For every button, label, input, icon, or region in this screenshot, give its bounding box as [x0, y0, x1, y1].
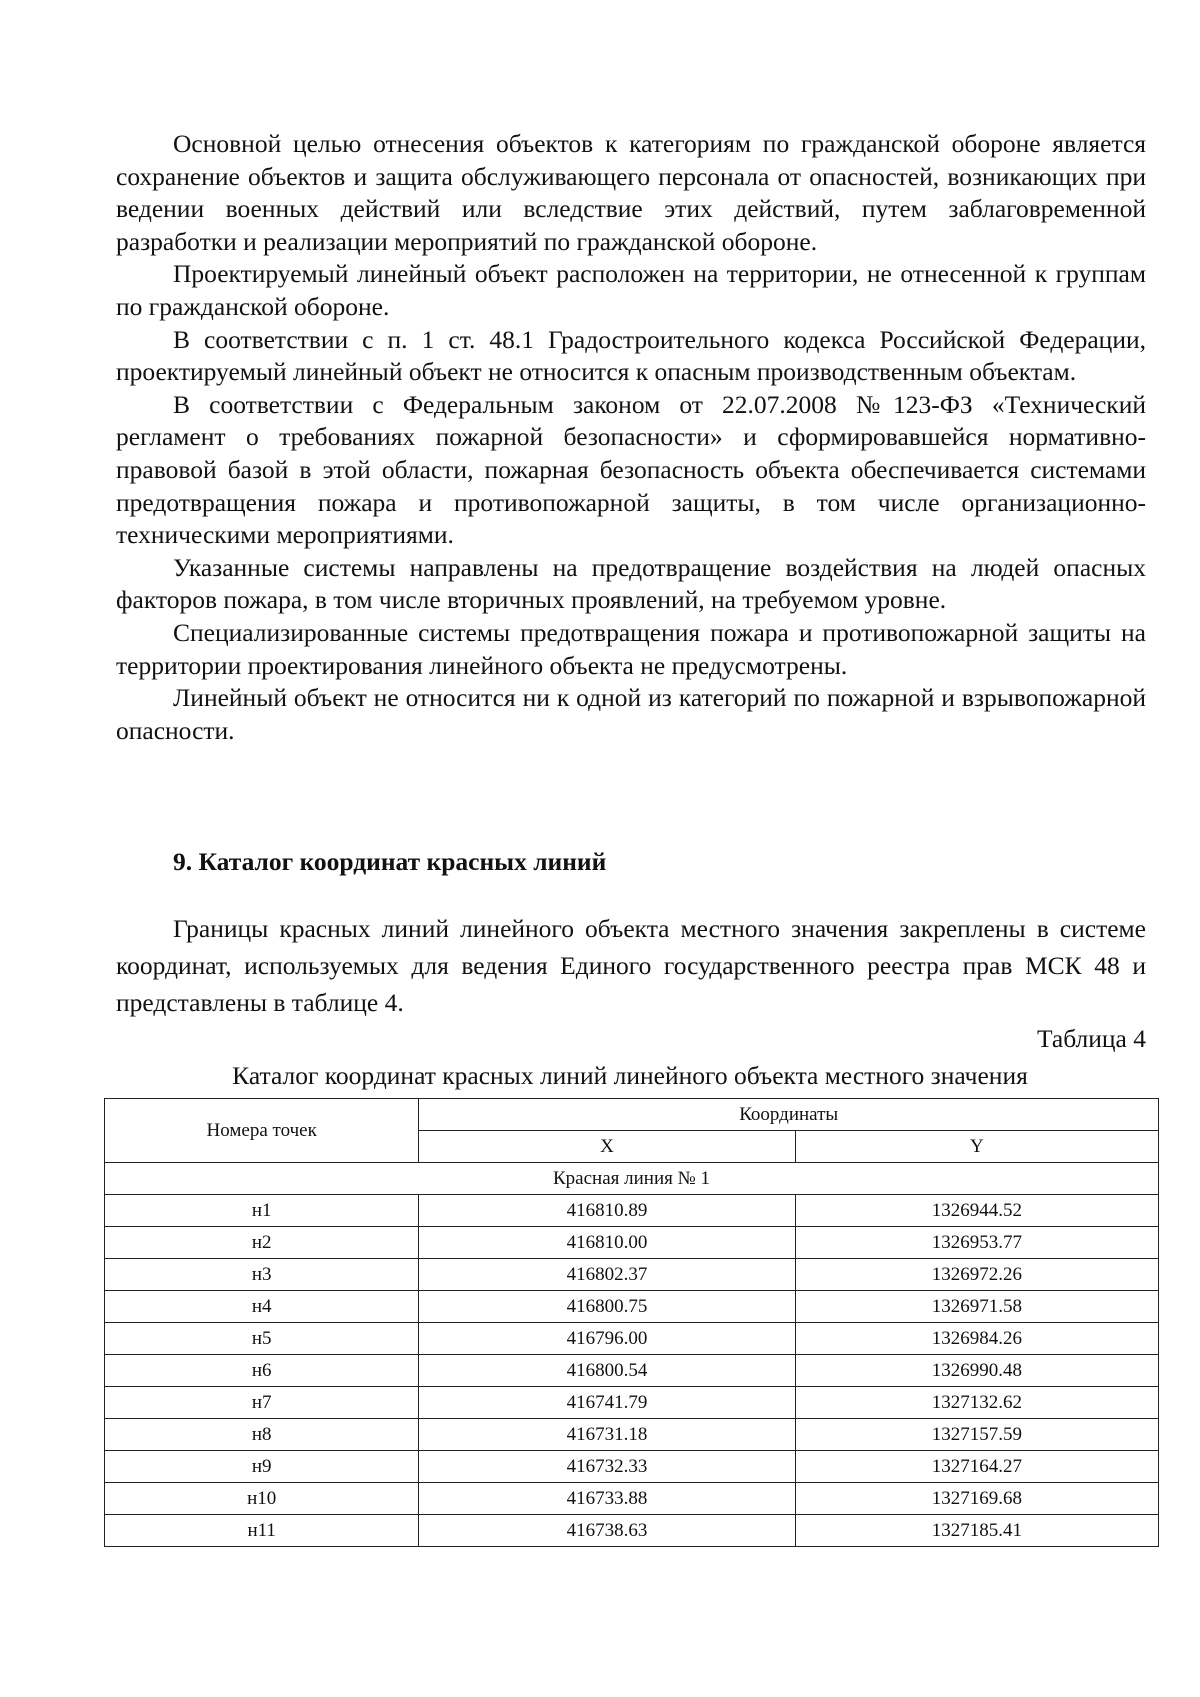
point-cell: н1	[105, 1195, 419, 1227]
table-row	[105, 1515, 1159, 1547]
x-cell: 416732.33	[419, 1451, 795, 1483]
table-number: Таблица 4	[1036, 1024, 1146, 1053]
y-cell: 1327157.59	[795, 1419, 1158, 1451]
intro-text	[116, 128, 1146, 747]
y-cell: 1326971.58	[795, 1291, 1158, 1323]
table-row	[105, 1195, 1159, 1227]
y-cell: 1326972.26	[795, 1259, 1158, 1291]
x-cell: 416738.63	[419, 1515, 795, 1547]
point-cell: н3	[105, 1259, 419, 1291]
table-caption: Каталог координат красных линий линейного объекта местного значения	[232, 1061, 1028, 1090]
paragraph-hazard-category: Линейный объект не относится ни к одной из категорий по пожарной и взрывопожарной опасности.	[116, 683, 1146, 745]
group-label: Красная линия № 1	[105, 1163, 1159, 1195]
point-cell: н7	[105, 1387, 419, 1419]
table-row	[105, 1419, 1159, 1451]
point-cell: н11	[105, 1515, 419, 1547]
table-row	[105, 1355, 1159, 1387]
y-cell: 1326953.77	[795, 1227, 1158, 1259]
x-cell: 416802.37	[419, 1259, 795, 1291]
paragraph-urban-code: В соответствии с п. 1 ст. 48.1 Градостроительного кодекса Российской Федерации, проектируемый линейный объект не относится к опасным производственным объектам.	[116, 324, 1146, 387]
group-row	[105, 1163, 1159, 1195]
y-cell: 1327164.27	[795, 1451, 1158, 1483]
table-row	[105, 1451, 1159, 1483]
x-cell: 416810.00	[419, 1227, 795, 1259]
coordinates-table	[104, 1098, 1159, 1547]
section-heading: 9. Каталог координат красных линий	[173, 847, 607, 876]
paragraph-civil-defense-groups: Проектируемый линейный объект расположен на территории, не отнесенной к группам по гражданской обороне.	[116, 259, 1146, 321]
point-cell: н5	[105, 1323, 419, 1355]
point-cell: н2	[105, 1227, 419, 1259]
header-coordinates: Координаты	[419, 1099, 1159, 1131]
table-row	[105, 1483, 1159, 1515]
y-cell: 1326990.48	[795, 1355, 1158, 1387]
y-cell: 1326984.26	[795, 1323, 1158, 1355]
table-row	[105, 1323, 1159, 1355]
section-text	[116, 910, 1146, 1021]
y-cell: 1326944.52	[795, 1195, 1158, 1227]
table-header-row	[105, 1099, 1159, 1131]
y-cell: 1327185.41	[795, 1515, 1158, 1547]
y-cell: 1327169.68	[795, 1483, 1158, 1515]
x-cell: 416741.79	[419, 1387, 795, 1419]
table-row	[105, 1291, 1159, 1323]
x-cell: 416796.00	[419, 1323, 795, 1355]
paragraph-specialized-systems: Специализированные системы предотвращения пожара и противопожарной защиты на территории проектирования линейного объекта не предусмотрены.	[116, 617, 1146, 680]
paragraph-fire-safety-law: В соответствии с Федеральным законом от 22.07.2008 №123-ФЗ «Технический регламент о требованиях пожарной безопасности» и сформировавшейся нормативно-правовой базой в этой области, пожарная безопасность объекта обеспечивается системами предотвращения пожара и противопожарной защиты, в том числе организационно-техническими мероприятиями.	[116, 389, 1146, 550]
x-cell: 416800.54	[419, 1355, 795, 1387]
x-cell: 416733.88	[419, 1483, 795, 1515]
point-cell: н9	[105, 1451, 419, 1483]
point-cell: н4	[105, 1291, 419, 1323]
header-points: Номера точек	[105, 1099, 419, 1163]
table-row	[105, 1227, 1159, 1259]
x-cell: 416810.89	[419, 1195, 795, 1227]
point-cell: н6	[105, 1355, 419, 1387]
header-y: Y	[795, 1131, 1158, 1163]
y-cell: 1327132.62	[795, 1387, 1158, 1419]
point-cell: н10	[105, 1483, 419, 1515]
paragraph-fire-factors: Указанные системы направлены на предотвращение воздействия на людей опасных факторов пожара, в том числе вторичных проявлений, на требуемом уровне.	[116, 552, 1146, 615]
x-cell: 416800.75	[419, 1291, 795, 1323]
header-x: X	[419, 1131, 795, 1163]
paragraph-red-lines-boundaries: Границы красных линий линейного объекта местного значения закреплены в системе координат, используемых для ведения Единого государственного реестра прав МСК 48 и представлены в таблице 4.	[116, 914, 1146, 1017]
table-row	[105, 1387, 1159, 1419]
x-cell: 416731.18	[419, 1419, 795, 1451]
point-cell: н8	[105, 1419, 419, 1451]
table-row	[105, 1259, 1159, 1291]
paragraph-civil-defense-goal: Основной целью отнесения объектов к категориям по гражданской обороне является сохранение объектов и защита обслуживающего персонала от опасностей, возникающих при ведении военных действий или вследствие этих действий, путем заблаговременной разработки и реализации мероприятий по гражданской обороне.	[116, 129, 1146, 256]
